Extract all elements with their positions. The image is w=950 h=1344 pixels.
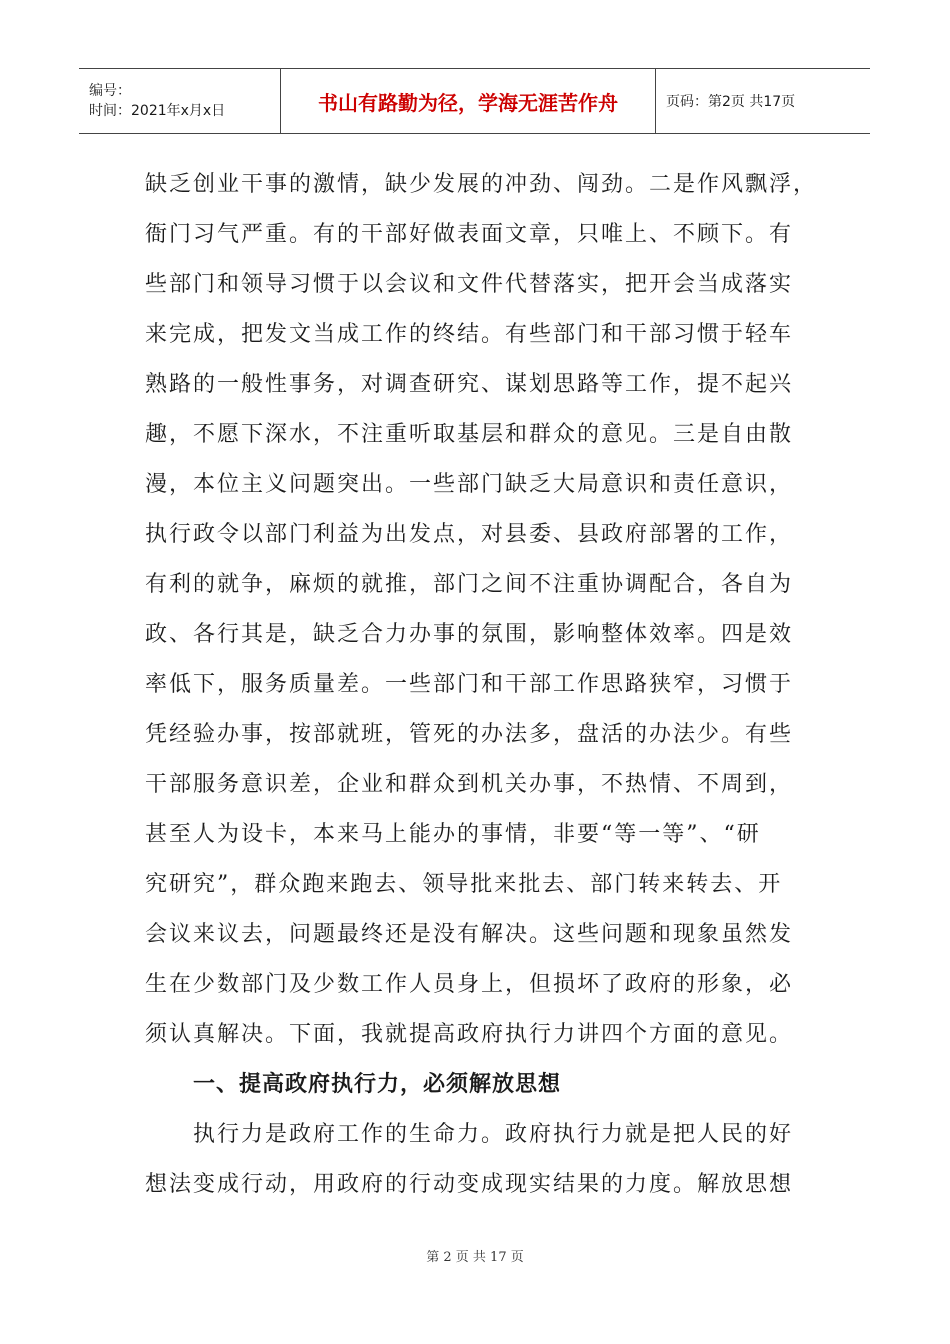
header-motto: 书山有路勤为径，学海无涯苦作舟 bbox=[318, 90, 618, 115]
header-meta bbox=[79, 69, 281, 133]
page-footer: 第 2 页 共 17 页 bbox=[426, 1250, 524, 1265]
document-number-label: 编号： bbox=[89, 83, 131, 99]
body-line: 政、各行其是，缺乏合力办事的氛围，影响整体效率。四是效 bbox=[145, 622, 794, 647]
body-line: 生在少数部门及少数工作人员身上，但损坏了政府的形象，必 bbox=[145, 972, 794, 997]
body-line: 漫，本位主义问题突出。一些部门缺乏大局意识和责任意识， bbox=[145, 472, 794, 497]
body-line: 熟路的一般性事务，对调查研究、谋划思路等工作，提不起兴 bbox=[145, 372, 794, 397]
body-line: 须认真解决。下面，我就提高政府执行力讲四个方面的意见。 bbox=[145, 1022, 794, 1047]
body-line: 有利的就争，麻烦的就推，部门之间不注重协调配合，各自为 bbox=[145, 572, 794, 597]
page-header bbox=[79, 68, 870, 134]
body-line: 究研究”，群众跑来跑去、领导批来批去、部门转来转去、开 bbox=[145, 872, 783, 897]
header-page-info: 页码：第2页 共17页 bbox=[666, 94, 796, 110]
body-line: 缺乏创业干事的激情，缺少发展的冲劲、闯劲。二是作风飘浮， bbox=[145, 172, 818, 197]
body-line: 甚至人为设卡，本来马上能办的事情，非要“等一等”、“研 bbox=[145, 822, 761, 847]
body-line: 些部门和领导习惯于以会议和文件代替落实，把开会当成落实 bbox=[145, 272, 794, 297]
body-line: 想法变成行动，用政府的行动变成现实结果的力度。解放思想 bbox=[145, 1172, 794, 1197]
section-heading: 一、提高政府执行力，必须解放思想 bbox=[193, 1072, 562, 1097]
body-line: 执行力是政府工作的生命力。政府执行力就是把人民的好 bbox=[193, 1122, 794, 1147]
body-line: 凭经验办事，按部就班，管死的办法多，盘活的办法少。有些 bbox=[145, 722, 794, 747]
document-body bbox=[145, 160, 818, 1210]
body-line: 执行政令以部门利益为出发点，对县委、县政府部署的工作， bbox=[145, 522, 794, 547]
body-line: 会议来议去，问题最终还是没有解决。这些问题和现象虽然发 bbox=[145, 922, 794, 947]
body-line: 趣，不愿下深水，不注重听取基层和群众的意见。三是自由散 bbox=[145, 422, 794, 447]
document-time-label: 时间：2021年x月x日 bbox=[89, 103, 226, 119]
body-line: 率低下，服务质量差。一些部门和干部工作思路狭窄，习惯于 bbox=[145, 672, 794, 697]
body-line: 衙门习气严重。有的干部好做表面文章，只唯上、不顾下。有 bbox=[145, 222, 794, 247]
body-line: 来完成，把发文当成工作的终结。有些部门和干部习惯于轻车 bbox=[145, 322, 794, 347]
header-motto-cell bbox=[281, 69, 656, 133]
body-line: 干部服务意识差，企业和群众到机关办事，不热情、不周到， bbox=[145, 772, 794, 797]
